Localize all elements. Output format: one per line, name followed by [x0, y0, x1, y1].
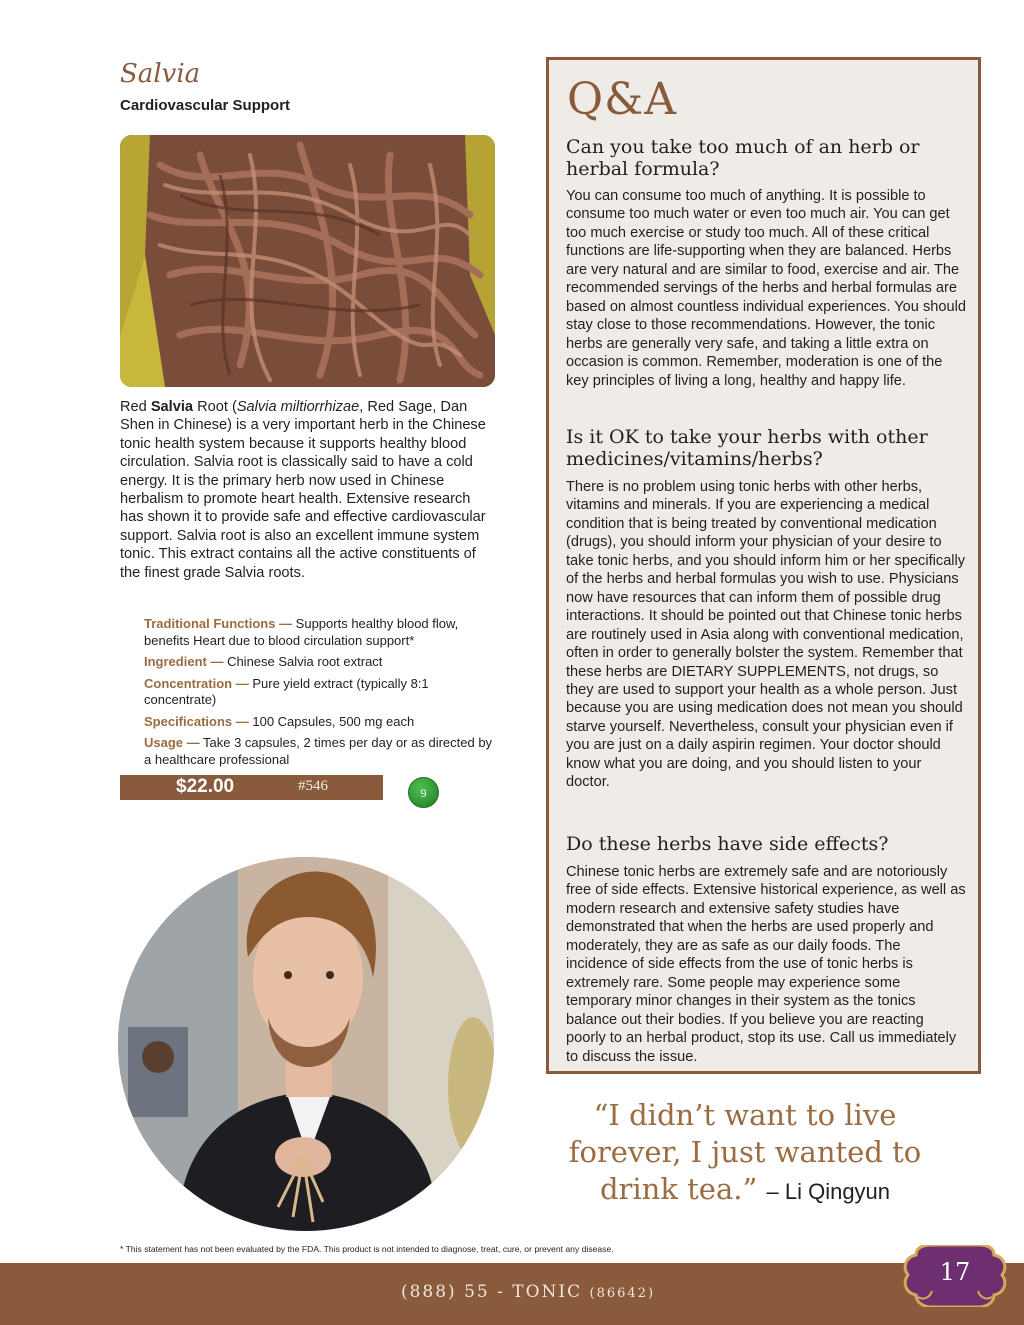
product-name-bold: Salvia [150, 399, 194, 415]
phone-number: (888) 55 - TONIC (86642) [400, 1282, 656, 1302]
salvia-root-photo [120, 135, 495, 387]
product-description: Red Salvia Root (Salvia miltiorrhizae, Red Sage, Dan Shen in Chinese) is a very important herb in the Chinese tonic health system because it supports healthy blood circulation. Salvia root is classically said to have a cold energy. It is the primary herb now used in Chinese herbalism to promote heart health. Extensive research has shown it to provide safe and effective cardiovascular support. Salvia root is also an excellent immune system tonic. This extract contains all the active constituents of the finest grade Salvia roots. [120, 399, 486, 581]
qa-panel [546, 57, 981, 1074]
qa-question-3: Do these herbs have side effects? [566, 833, 889, 855]
qa-answer-1: You can consume too much of anything. It is possible to consume too much water or even too much air. You can get too much exercise or study too much. All of these critical functions are life-supporting when they are balanced. Herbs are very natural and are similar to food, exercise and air. The recommended servings of the herbs and herbal formulas are based on almost countless individual experiences. You should stay close to those recommendations. However, the tonic herbs are generally very safe, and taking a little extra on occasion is common. Remember, moderation is one of the key principles of living a long, healthy and happy life. [566, 188, 966, 389]
spec-ingredient: Ingredient — Chinese Salvia root extract [144, 654, 383, 669]
portrait-photo [118, 857, 494, 1231]
product-tagline: Cardiovascular Support [120, 96, 291, 114]
spec-concentration: Concentration — Pure yield extract (typically 8:1 concentrate) [144, 675, 429, 707]
fda-disclaimer: * This statement has not been evaluated by the FDA. This product is not intended to diagnose, treat, cure, or prevent any disease. [120, 1244, 614, 1254]
qa-answer-3: Chinese tonic herbs are extremely safe and are notoriously free of side effects. Extensive historical experience, as well as modern research and extensive safety studies have demonstrated that when the herbs are used properly and moderately, they are as safe as our daily foods. The incidence of side effects from the use of tonic herbs is extremely rare. Some people may experience some temporary minor changes in their system as the tonics balance out their bodies. If you believe you are reacting poorly to an herbal product, stop its use. Call us immediately to discuss the issue. [566, 864, 966, 1065]
spec-specifications: Specifications — 100 Capsules, 500 mg each [144, 713, 415, 729]
product-header [120, 60, 500, 114]
product-sku: #546 [298, 778, 328, 794]
spec-usage: Usage — Take 3 capsules, 2 times per day or as directed by a healthcare professional [144, 735, 493, 767]
page-number: 17 [939, 1258, 971, 1286]
quote-text: “I didn’t want to live forever, I just wanted to drink tea.” [568, 1098, 922, 1206]
quote-author: – Li Qingyun [766, 1179, 891, 1204]
qa-answer-2: There is no problem using tonic herbs with other herbs, vitamins and minerals. If you are experiencing a medical condition that is being treated by conventional medication (drugs), you should inform your physician of your desire to take tonic herbs, and you should inform him or her specifically of the herbs and herbal formulas you wish to use. Physicians now have resources that can inform them of possible drug interactions. It should be pointed out that Chinese tonic herbs are routinely used in Asia along with conventional medication, often in order to generally bolster the system. Remember that these herbs are DIETARY SUPPLEMENTS, not drugs, so they are used to support your health as a whole person. Just because you are using medication does not mean you should starve yourself. Nevertheless, consult your physician even if you are just on a daily aspirin regimen. Your doctor should know what you are doing, and you should listen to your doctor. [566, 479, 966, 791]
price-bar [120, 775, 383, 800]
spec-traditional-functions: Traditional Functions — Supports healthy blood flow, benefits Heart due to blood circulation support* [144, 616, 459, 648]
category-badge: 9 [408, 777, 439, 808]
qa-question-1: Can you take too much of an herb or herbal formula? [566, 136, 920, 180]
product-specs [144, 616, 494, 773]
product-name: Salvia [120, 59, 201, 89]
latin-name: Salvia miltiorrhizae [236, 399, 360, 415]
qa-title: Q&A [567, 74, 678, 125]
quote [560, 1097, 930, 1210]
product-price: $22.00 [176, 776, 235, 797]
qa-question-2: Is it OK to take your herbs with other medicines/vitamins/herbs? [566, 426, 928, 470]
